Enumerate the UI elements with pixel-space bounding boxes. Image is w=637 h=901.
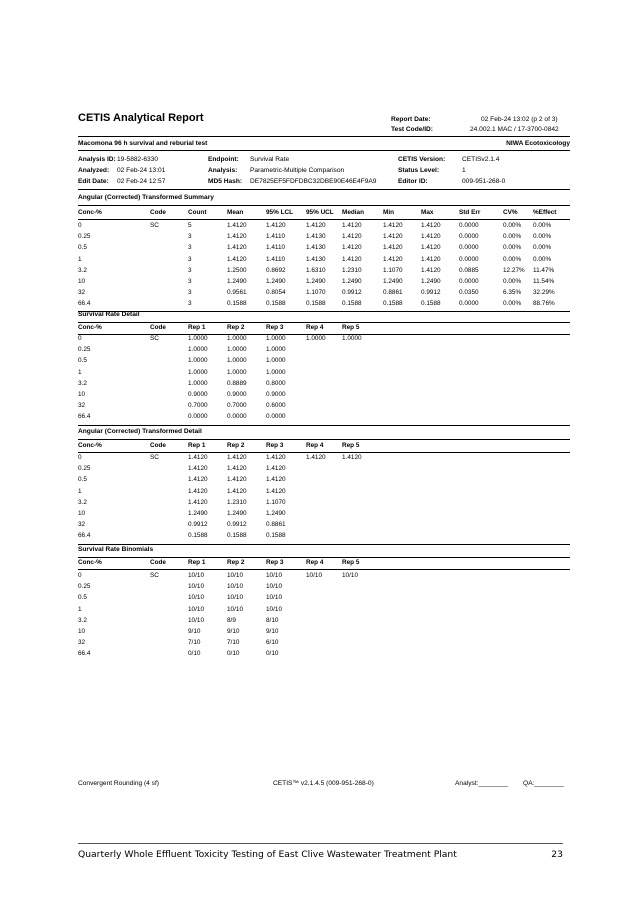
transformed-detail-cell: 1.4120: [266, 487, 286, 495]
edit-date-label: Edit Date:: [78, 178, 109, 185]
summary-col-header: Conc-%: [78, 209, 102, 216]
summary-col-header: Max: [421, 209, 434, 216]
transformed-detail-cell: 1.4120: [227, 476, 247, 484]
summary-cell: 0.00%: [503, 255, 522, 263]
summary-col-header: Std Err: [459, 209, 481, 216]
binomials-cell: 10/10: [188, 583, 204, 591]
survival-detail-cell: 0.8000: [266, 379, 286, 387]
rounding-note: Convergent Rounding (4 sf): [78, 780, 160, 787]
transformed-detail-cell: 0.8861: [266, 521, 286, 529]
summary-cell: 1.4120: [383, 222, 403, 229]
summary-cell: 1.4120: [306, 222, 326, 229]
survival-detail-cell: 1.0000: [227, 357, 247, 365]
summary-cell: 0.00%: [533, 233, 552, 241]
summary-title-rule: [78, 205, 570, 206]
summary-cell: 0.00%: [503, 233, 522, 241]
transformed-detail-cell: 0.5: [78, 476, 87, 484]
summary-cell: 0.9912: [342, 289, 362, 297]
transformed-detail-cell: 1.4120: [227, 465, 247, 473]
analysis-id-label: Analysis ID:: [78, 156, 116, 163]
header-rule: [78, 136, 570, 137]
editor-id-label: Editor ID:: [398, 178, 428, 185]
survival-detail-col-header: Rep 4: [306, 324, 324, 331]
transformed-detail-col-header: Rep 3: [266, 442, 284, 449]
survival-detail-cell: 0.5: [78, 357, 87, 365]
subheader-rule: [78, 150, 570, 151]
transformed-detail-cell: 1.4120: [188, 476, 208, 484]
transformed-detail-cell: 1.4120: [188, 487, 208, 495]
binomials-cell: 10/10: [227, 572, 243, 579]
survival-detail-cell: 66.4: [78, 413, 91, 421]
analysis: Parametric-Multiple Comparison: [250, 167, 345, 174]
summary-cell: 1.4120: [383, 255, 403, 263]
survival-detail-title: Survival Rate Detail: [78, 311, 140, 318]
summary-cell: 1.4130: [306, 244, 326, 252]
binomials-cell: 10/10: [266, 583, 282, 591]
summary-cell: 0.0350: [459, 289, 479, 297]
summary-cell: 1.4120: [421, 266, 441, 274]
summary-cell: 3: [188, 233, 192, 241]
software-version: CETIS™ v2.1.4.5 (009-951-268-0): [273, 780, 374, 787]
summary-cell: 1.4110: [266, 255, 286, 263]
summary-col-header: 95% UCL: [306, 209, 334, 216]
binomials-col-header: Rep 4: [306, 559, 324, 566]
transformed-detail-cell: 1.2490: [188, 510, 208, 517]
page-number: 23: [551, 849, 563, 860]
transformed-detail-cell: 1.4120: [266, 465, 286, 473]
binomials-cell: 0/10: [227, 650, 240, 658]
summary-cell: 0.25: [78, 233, 91, 241]
survival-detail-cell: 0.0000: [227, 413, 247, 421]
summary-cell: 1.6310: [306, 266, 326, 274]
org-name: NIWA Ecotoxicology: [506, 140, 570, 147]
survival-detail-col-header: Rep 1: [188, 324, 206, 331]
survival-detail-cell: 1.0000: [227, 346, 247, 354]
transformed-detail-cell: 1.2310: [227, 498, 247, 506]
transformed-detail-title: Angular (Corrected) Transformed Detail: [78, 428, 202, 435]
info-rule: [78, 189, 570, 190]
binomials-cell: 10/10: [227, 594, 243, 602]
summary-cell: 0.8861: [383, 289, 403, 297]
survival-detail-cell: 1.0000: [342, 335, 362, 342]
summary-cell: 1.4120: [342, 233, 362, 241]
survival-detail-cell: 1.0000: [188, 335, 208, 342]
binomials-col-header: Rep 3: [266, 559, 284, 566]
cetis-version-label: CETIS Version:: [398, 156, 446, 163]
binomials-cell: 7/10: [227, 639, 240, 647]
survival-detail-cell: 1.0000: [227, 368, 247, 376]
binomials-cell: 0.25: [78, 583, 91, 591]
summary-cell: 32: [78, 289, 86, 297]
status-level: 1: [462, 167, 466, 174]
transformed-detail-col-header: Conc-%: [78, 442, 102, 449]
summary-cell: 0.9561: [227, 289, 247, 297]
summary-cell: 1.2490: [421, 278, 441, 285]
survival-detail-cell: 10: [78, 391, 86, 398]
survival-detail-cell: 3.2: [78, 379, 87, 387]
summary-cell: 3.2: [78, 266, 87, 274]
survival-detail-cell: 0.0000: [188, 413, 208, 421]
transformed-detail-header-rule: [78, 452, 570, 453]
binomials-cell: 9/10: [266, 628, 279, 635]
summary-cell: 0.1588: [342, 300, 362, 308]
binomials-cell: 1: [78, 605, 82, 613]
transformed-detail-cell: 10: [78, 510, 86, 517]
editor-id: 009-951-268-0: [462, 178, 506, 185]
page-footer: [78, 849, 563, 860]
endpoint-label: Endpoint:: [208, 156, 239, 163]
survival-detail-cell: 0.8889: [227, 379, 247, 387]
summary-cell: 1.4120: [227, 244, 247, 252]
transformed-detail-cell: 0.1588: [188, 532, 208, 540]
summary-col-header: Mean: [227, 209, 244, 216]
binomials-cell: 10/10: [266, 594, 282, 602]
survival-detail-cell: 1.0000: [188, 368, 208, 376]
summary-cell: 0.1588: [306, 300, 326, 308]
md5-hash: DE7825EF5FDFDBC32DBE90E46E4F9A9: [250, 178, 377, 185]
summary-cell: 0.00%: [533, 222, 552, 229]
transformed-detail-cell: 1.4120: [227, 487, 247, 495]
summary-cell: 88.76%: [533, 300, 555, 308]
survival-detail-cell: 0.0000: [266, 413, 286, 421]
summary-cell: 0.0000: [459, 244, 479, 252]
survival-detail-end-rule: [78, 425, 570, 426]
binomials-cell: 9/10: [227, 628, 240, 635]
md5-label: MD5 Hash:: [208, 178, 243, 185]
page-footer-rule: [78, 843, 563, 844]
transformed-detail-cell: 1.4120: [266, 476, 286, 484]
summary-cell: 1.4120: [227, 222, 247, 229]
transformed-detail-col-header: Rep 2: [227, 442, 245, 449]
binomials-cell: 0/10: [266, 650, 279, 658]
analysis-id: 19-5882-6330: [117, 156, 159, 163]
summary-cell: 1: [78, 255, 82, 263]
survival-detail-col-header: Rep 5: [342, 324, 360, 331]
survival-detail-cell: 0.9000: [227, 391, 247, 398]
summary-cell: 1.2490: [266, 278, 286, 285]
survival-detail-col-header: Conc-%: [78, 324, 102, 331]
summary-cell: 1.2500: [227, 266, 247, 274]
transformed-detail-cell: 0.25: [78, 465, 91, 473]
transformed-detail-cell: 1.4120: [188, 498, 208, 506]
survival-detail-cell: 1.0000: [188, 357, 208, 365]
summary-cell: 12.27%: [503, 266, 525, 274]
transformed-detail-cell: 0.1588: [266, 532, 286, 540]
endpoint: Survival Rate: [250, 156, 290, 163]
summary-title: Angular (Corrected) Transformed Summary: [78, 194, 214, 201]
binomials-cell: 7/10: [188, 639, 201, 647]
binomials-cell: 10/10: [227, 583, 243, 591]
summary-cell: 0.0000: [459, 255, 479, 263]
transformed-detail-cell: 1.2490: [227, 510, 247, 517]
summary-cell: 66.4: [78, 300, 91, 308]
binomials-cell: 10/10: [188, 572, 204, 579]
summary-cell: 6.35%: [503, 289, 522, 297]
summary-cell: 1.4120: [342, 244, 362, 252]
survival-detail-col-header: Rep 3: [266, 324, 284, 331]
binomials-cell: 10/10: [188, 594, 204, 602]
transformed-detail-col-header: Rep 4: [306, 442, 324, 449]
summary-cell: 11.47%: [533, 266, 555, 274]
transformed-detail-cell: 1.4120: [266, 454, 286, 461]
summary-cell: 1.1070: [383, 266, 403, 274]
binomials-header-rule: [78, 569, 570, 570]
survival-detail-cell: 0.25: [78, 346, 91, 354]
summary-col-header: Min: [383, 209, 395, 216]
summary-cell: 0.8054: [266, 289, 286, 297]
transformed-detail-cell: 0: [78, 454, 82, 461]
survival-detail-cell: 1: [78, 368, 82, 376]
binomials-cell: 10: [78, 628, 86, 635]
qa-signature-line: QA:________: [523, 780, 564, 787]
summary-cell: 0: [78, 222, 82, 229]
summary-cell: 1.4120: [421, 255, 441, 263]
binomials-cell: 10/10: [188, 605, 204, 613]
summary-cell: 3: [188, 300, 192, 308]
summary-cell: 1.4120: [342, 255, 362, 263]
transformed-detail-col-header: Code: [150, 442, 166, 449]
transformed-detail-title-rule: [78, 439, 570, 440]
binomials-title-rule: [78, 557, 570, 558]
summary-col-header: Code: [150, 209, 166, 216]
binomials-cell: 8/9: [227, 616, 236, 624]
summary-cell: 0.00%: [533, 255, 552, 263]
summary-cell: 1.4130: [306, 233, 326, 241]
summary-cell: 1.2310: [342, 266, 362, 274]
transformed-detail-col-header: Rep 5: [342, 442, 360, 449]
survival-detail-cell: 32: [78, 402, 86, 410]
summary-cell: 0.00%: [503, 300, 522, 308]
test-code-value: 24.002.1 MAC / 17-3700-0842: [470, 126, 559, 133]
transformed-detail-cell: 1.2490: [266, 510, 286, 517]
binomials-cell: 66.4: [78, 650, 91, 658]
summary-cell: 1.4120: [342, 222, 362, 229]
binomials-cell: 10/10: [342, 572, 358, 579]
binomials-cell: 0.5: [78, 594, 87, 602]
summary-col-header: %Effect: [533, 209, 557, 216]
transformed-detail-cell: 1.4120: [188, 454, 208, 461]
binomials-cell: 32: [78, 639, 86, 647]
binomials-cell: 10/10: [266, 605, 282, 613]
survival-detail-cell: 0: [78, 335, 82, 342]
survival-detail-cell: 1.0000: [188, 379, 208, 387]
analyzed: 02 Feb-24 13:01: [117, 167, 166, 174]
transformed-detail-cell: 3.2: [78, 498, 87, 506]
summary-cell: 0.8692: [266, 266, 286, 274]
test-code-label: Test Code/ID:: [391, 126, 434, 133]
summary-cell: 1.2490: [306, 278, 326, 285]
binomials-col-header: Rep 5: [342, 559, 360, 566]
report-date-value: 02 Feb-24 13:02 (p 2 of 3): [481, 116, 558, 123]
summary-cell: 0.1588: [227, 300, 247, 308]
summary-cell: 0.1588: [266, 300, 286, 308]
summary-cell: 1.4130: [306, 255, 326, 263]
transformed-detail-cell: 0.9912: [227, 521, 247, 529]
summary-cell: 3: [188, 266, 192, 274]
edit-date: 02 Feb-24 12:57: [117, 178, 166, 185]
summary-cell: 0.0000: [459, 222, 479, 229]
report-date-label: Report Date:: [391, 116, 431, 123]
transformed-detail-cell: 1.1070: [266, 498, 286, 506]
summary-cell: 1.4120: [421, 244, 441, 252]
analysis-label: Analysis:: [208, 167, 238, 174]
transformed-detail-cell: 1: [78, 487, 82, 495]
binomials-col-header: Code: [150, 559, 166, 566]
transformed-detail-cell: 1.4120: [188, 465, 208, 473]
binomials-cell: 10/10: [227, 605, 243, 613]
summary-cell: 3: [188, 255, 192, 263]
survival-detail-cell: 0.9000: [266, 391, 286, 398]
binomials-cell: 10/10: [188, 616, 204, 624]
summary-cell: 1.4110: [266, 233, 286, 241]
binomials-cell: 8/10: [266, 616, 279, 624]
summary-cell: 3: [188, 289, 192, 297]
transformed-detail-cell: 32: [78, 521, 86, 529]
survival-detail-cell: 0.7000: [227, 402, 247, 410]
survival-detail-col-header: Code: [150, 324, 166, 331]
summary-cell: 1.4120: [421, 233, 441, 241]
analyzed-label: Analyzed:: [78, 167, 110, 174]
summary-cell: 1.2490: [342, 278, 362, 285]
summary-cell: 0.0000: [459, 278, 479, 285]
binomials-cell: 0/10: [188, 650, 201, 658]
analyst-signature-line: Analyst:________: [455, 780, 508, 787]
summary-cell: 1.4110: [266, 244, 286, 252]
binomials-title: Survival Rate Binomials: [78, 546, 154, 553]
summary-cell: 32.29%: [533, 289, 555, 297]
survival-detail-cell: 0.7000: [188, 402, 208, 410]
summary-cell: 1.4120: [421, 222, 441, 229]
survival-detail-cell: 1.0000: [306, 335, 326, 342]
binomials-col-header: Rep 1: [188, 559, 206, 566]
summary-cell: SC: [150, 222, 159, 229]
summary-cell: 0.00%: [503, 278, 522, 285]
survival-detail-col-header: Rep 2: [227, 324, 245, 331]
summary-cell: 1.2490: [383, 278, 403, 285]
transformed-detail-cell: 0.9912: [188, 521, 208, 529]
summary-cell: 1.4120: [227, 255, 247, 263]
transformed-detail-cell: 1.4120: [306, 454, 326, 461]
summary-col-header: Count: [188, 209, 207, 216]
binomials-col-header: Rep 2: [227, 559, 245, 566]
summary-cell: 0.1588: [383, 300, 403, 308]
transformed-detail-end-rule: [78, 544, 570, 545]
summary-cell: 1.2490: [227, 278, 247, 285]
summary-cell: 5: [188, 222, 192, 229]
report-title: CETIS Analytical Report: [78, 112, 204, 124]
binomials-cell: 10/10: [266, 572, 282, 579]
summary-end-rule: [78, 311, 570, 312]
summary-cell: 0.0000: [459, 233, 479, 241]
transformed-detail-col-header: Rep 1: [188, 442, 206, 449]
transformed-detail-cell: 1.4120: [227, 454, 247, 461]
summary-cell: 0.00%: [503, 222, 522, 229]
survival-detail-title-rule: [78, 322, 570, 323]
page-footer-text: Quarterly Whole Effluent Toxicity Testing of East Clive Wastewater Treatment Plant: [78, 849, 457, 860]
binomials-col-header: Conc-%: [78, 559, 102, 566]
survival-detail-cell: 1.0000: [266, 357, 286, 365]
binomials-cell: 0: [78, 572, 82, 579]
survival-detail-cell: 1.0000: [188, 346, 208, 354]
survival-detail-cell: 0.6000: [266, 402, 286, 410]
binomials-cell: 9/10: [188, 628, 201, 635]
survival-detail-cell: 1.0000: [227, 335, 247, 342]
binomials-cell: 10/10: [306, 572, 322, 579]
status-level-label: Status Level:: [398, 167, 440, 174]
summary-cell: 0.0000: [459, 300, 479, 308]
summary-cell: 10: [78, 278, 86, 285]
summary-cell: 1.4120: [383, 233, 403, 241]
summary-col-header: CV%: [503, 209, 518, 216]
summary-cell: 0.00%: [533, 244, 552, 252]
summary-col-header: 95% LCL: [266, 209, 293, 216]
survival-detail-cell: 0.9000: [188, 391, 208, 398]
transformed-detail-cell: 66.4: [78, 532, 91, 540]
summary-cell: 0.00%: [503, 244, 522, 252]
binomials-cell: SC: [150, 572, 159, 579]
test-name: Macomona 96 h survival and reburial test: [78, 140, 208, 147]
summary-cell: 1.4120: [383, 244, 403, 252]
summary-cell: 1.4120: [266, 222, 286, 229]
transformed-detail-cell: 1.4120: [342, 454, 362, 461]
summary-cell: 1.1070: [306, 289, 326, 297]
binomials-cell: 6/10: [266, 639, 279, 647]
survival-detail-cell: 1.0000: [266, 368, 286, 376]
transformed-detail-cell: SC: [150, 454, 159, 461]
summary-col-header: Median: [342, 209, 365, 216]
summary-cell: 3: [188, 244, 192, 252]
survival-detail-cell: 1.0000: [266, 335, 286, 342]
binomials-cell: 3.2: [78, 616, 87, 624]
summary-cell: 0.5: [78, 244, 87, 252]
summary-cell: 0.1588: [421, 300, 441, 308]
cetis-version: CETISv2.1.4: [462, 156, 500, 163]
summary-cell: 0.9912: [421, 289, 441, 297]
summary-cell: 11.54%: [533, 278, 555, 285]
survival-detail-cell: SC: [150, 335, 159, 342]
summary-cell: 3: [188, 278, 192, 285]
summary-cell: 0.0885: [459, 266, 479, 274]
survival-detail-cell: 1.0000: [266, 346, 286, 354]
transformed-detail-cell: 0.1588: [227, 532, 247, 540]
summary-header-rule: [78, 219, 570, 220]
summary-cell: 1.4120: [227, 233, 247, 241]
